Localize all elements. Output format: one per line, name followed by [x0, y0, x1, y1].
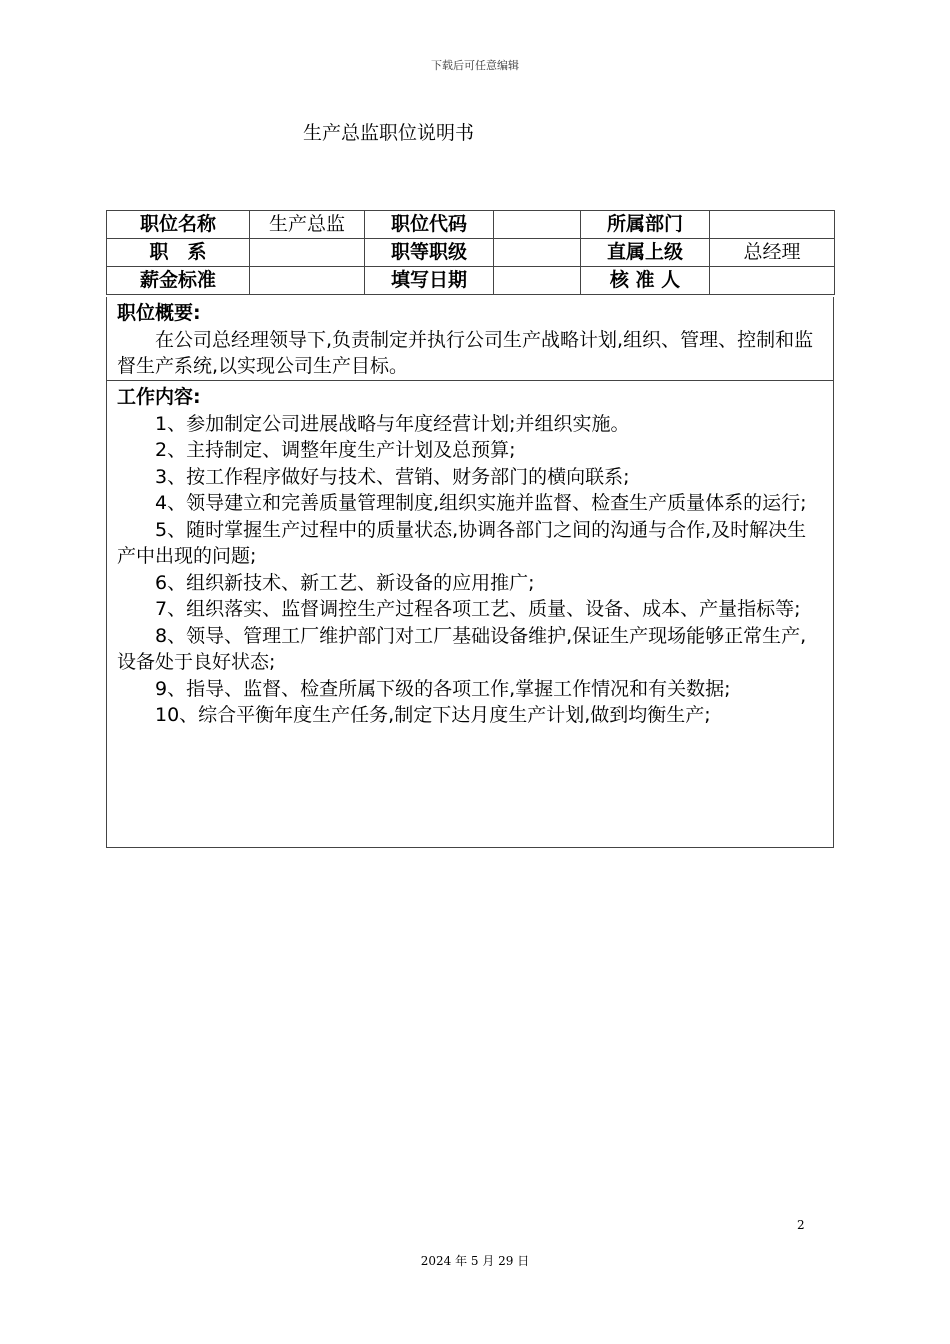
task-item: 9、指导、监督、检查所属下级的各项工作,掌握工作情况和有关数据;: [155, 677, 731, 700]
task-item: 3、按工作程序做好与技术、营销、财务部门的横向联系;: [155, 465, 630, 488]
value-position-name: 生产总监: [250, 211, 365, 239]
label-job-grade: 职等职级: [365, 239, 494, 267]
task-item: 7、组织落实、监督调控生产过程各项工艺、质量、设备、成本、产量指标等;: [155, 598, 801, 620]
label-salary-standard: 薪金标准: [107, 267, 250, 295]
footer-date: 2024 年 5 月 29 日: [420, 1254, 530, 1268]
task-item: 6、组织新技术、新工艺、新设备的应用推广;: [155, 571, 535, 594]
task-item: 2、主持制定、调整年度生产计划及总预算;: [155, 439, 516, 461]
info-row-2: [107, 239, 835, 267]
label-fill-date: 填写日期: [365, 267, 494, 295]
value-job-grade: [494, 239, 581, 267]
page-number: 2: [797, 1218, 805, 1232]
value-direct-supervisor: 总经理: [710, 239, 835, 267]
value-salary-standard: [250, 267, 365, 295]
label-job-family: 职 系: [107, 239, 250, 267]
value-position-code: [494, 211, 581, 239]
label-approver: 核 准 人: [581, 267, 710, 295]
label-position-code: 职位代码: [365, 211, 494, 239]
tasks-heading: 工作内容:: [117, 386, 201, 408]
task-item: 10、综合平衡年度生产任务,制定下达月度生产计划,做到均衡生产;: [155, 704, 711, 726]
task-item: 1、参加制定公司进展战略与年度经营计划;并组织实施。: [155, 412, 630, 435]
tasks-section: [106, 381, 834, 848]
label-direct-supervisor: 直属上级: [581, 239, 710, 267]
header-note: 下载后可任意编辑: [431, 59, 519, 72]
value-job-family: [250, 239, 365, 267]
overview-text: 在公司总经理领导下,负责制定并执行公司生产战略计划,组织、管理、控制和监督生产系统,以实现公司生产目标。: [117, 328, 814, 377]
label-department: 所属部门: [581, 211, 710, 239]
value-approver: [710, 267, 835, 295]
info-row-3: [107, 267, 835, 295]
document-title: 生产总监职位说明书: [303, 122, 475, 144]
info-row-1: [107, 211, 835, 239]
overview-heading: 职位概要:: [117, 302, 201, 324]
overview-section: [106, 297, 834, 381]
task-item: 8、领导、管理工厂维护部门对工厂基础设备维护,保证生产现场能够正常生产,设备处于良好状态;: [117, 624, 807, 673]
value-fill-date: [494, 267, 581, 295]
label-position-name: 职位名称: [107, 211, 250, 239]
task-list: [117, 411, 823, 729]
value-department: [710, 211, 835, 239]
info-table: [106, 210, 835, 295]
task-item: 5、随时掌握生产过程中的质量状态,协调各部门之间的沟通与合作,及时解决生产中出现的问题;: [117, 518, 807, 567]
task-item: 4、领导建立和完善质量管理制度,组织实施并监督、检查生产质量体系的运行;: [155, 492, 807, 514]
